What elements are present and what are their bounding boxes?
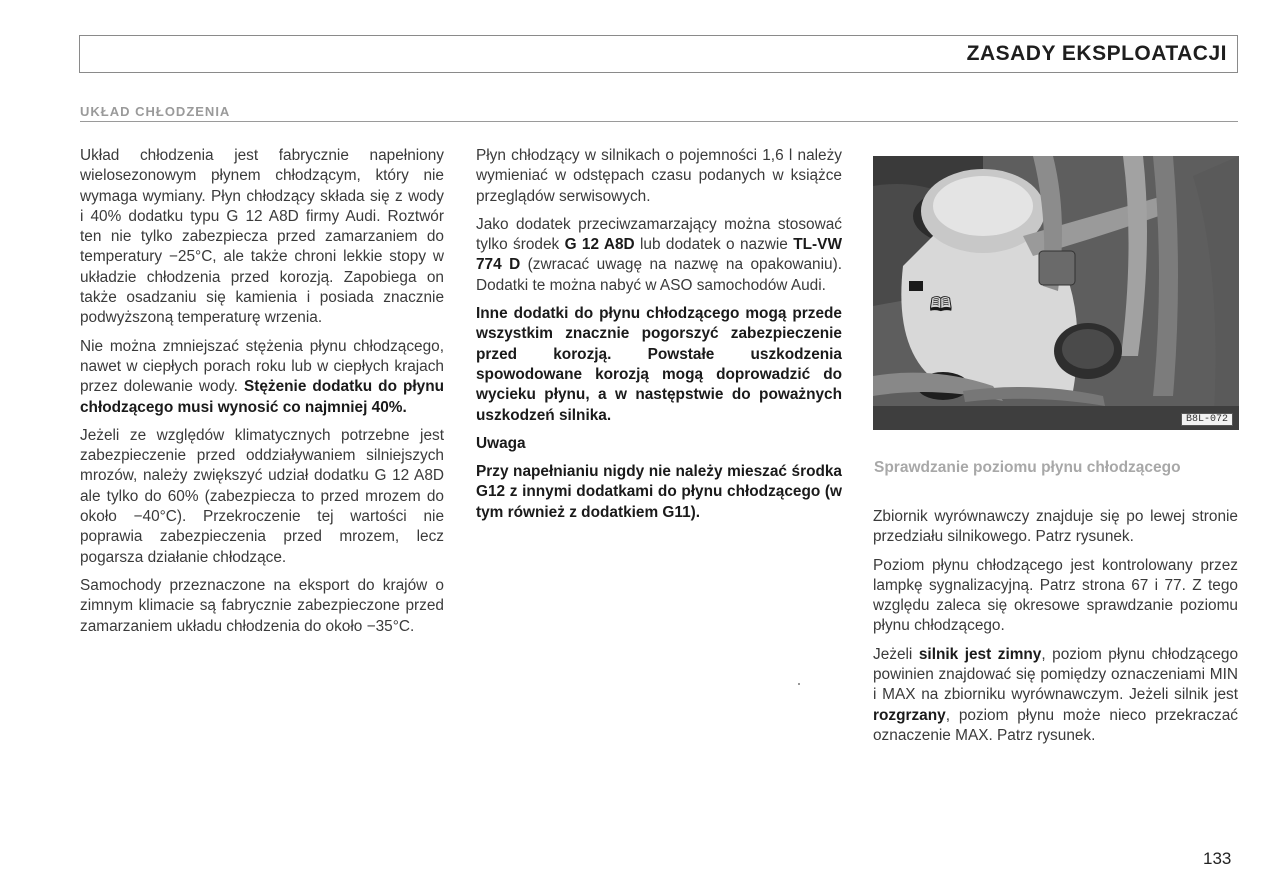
bold-text: TL-VW 774 D xyxy=(476,236,842,274)
text: Jako dodatek przeciwzamarzający można stosować tylko środek xyxy=(476,215,842,254)
print-dot xyxy=(798,683,800,685)
paragraph xyxy=(476,215,842,296)
paragraph: Układ chłodzenia jest fabrycznie napełniony wielosezonowym płynem chłodzącym, który nie wymaga wymiany. Płyn chłodzący składa się z wody i 40% dodatku typu G 12 A8D firmy Audi. Roztwór ten nie tylko zabezpiecza przed zamarzaniem do temperatury −25°C, ale także chroni lekkie stopy w układzie chłodzenia przed korozją. Zapobiega on także osadzaniu się kamienia i posiada znacznie podwyższoną temperaturę wrzenia. xyxy=(80,147,444,327)
paragraph xyxy=(80,337,444,418)
engine-bay-illustration xyxy=(873,156,1239,430)
bold-text: Stężenie dodatku do płynu chłodzącego musi wynosić co najmniej 40%. xyxy=(80,378,444,416)
warning-paragraph: Inne dodatki do płynu chłodzącego mogą przede wszystkim znacznie pogorszyć zabezpieczenie przed korozją. Powstałe uszkodzenia spowodowane korozją mogą doprowadzić do wycieku płynu, a w następstwie do poważnych uszkodzeń silnika. xyxy=(476,305,842,424)
column-1 xyxy=(80,146,444,645)
bold-text: rozgrzany xyxy=(873,706,946,724)
chapter-title: ZASADY EKSPLOATACJI xyxy=(966,42,1227,65)
text: Jeżeli xyxy=(873,645,919,663)
header-box xyxy=(79,35,1238,73)
text: Nie można zmniejszać stężenia płynu chłodzącego, nawet w ciepłych porach roku lub w ciepłych krajach przez dolewanie wody. xyxy=(80,337,444,396)
engine-bay-figure xyxy=(873,156,1239,430)
bold-text: silnik jest zimny xyxy=(918,645,1042,663)
text: , poziom płynu może nieco przekraczać oznaczenie MAX. Patrz rysunek. xyxy=(873,706,1238,744)
svg-text:🕮: 🕮 xyxy=(929,292,953,316)
section-title: UKŁAD CHŁODZENIA xyxy=(80,104,231,119)
paragraph: Płyn chłodzący w silnikach o pojemności 1,6 l należy wymieniać w odstępach czasu podanych w książce przeglądów serwisowych. xyxy=(476,147,842,205)
text: (zwracać uwagę na nazwę na opakowaniu). Dodatki te można nabyć w ASO samochodów Audi. xyxy=(476,256,842,294)
subheading: Sprawdzanie poziomu płynu chłodzącego xyxy=(874,459,1181,476)
paragraph: Samochody przeznaczone na eksport do krajów o zimnym klimacie są fabrycznie zabezpieczone przed zamarzaniem układu chłodzenia do około −35°C. xyxy=(80,576,444,635)
column-2 xyxy=(476,146,842,531)
page-number: 133 xyxy=(1203,849,1232,868)
paragraph: Poziom płynu chłodzącego jest kontrolowany przez lampkę sygnalizacyjną. Patrz strona 67 i 77. Z tego względu zaleca się okresowe sprawdzanie poziomu płynu chłodzącego. xyxy=(873,556,1238,635)
text: lub dodatek o nazwie xyxy=(634,236,794,254)
section-divider xyxy=(80,121,1238,122)
note-text: Przy napełnianiu nigdy nie należy mieszać środka G12 z innymi dodatkami do płynu chłodzącego (w tym również z dodatkiem G11). xyxy=(476,463,842,521)
column-3 xyxy=(873,507,1238,754)
paragraph: Zbiornik wyrównawczy znajduje się po lewej stronie przedziału silnikowego. Patrz rysunek. xyxy=(873,508,1238,546)
figure-label: B8L-072 xyxy=(1181,413,1233,426)
bold-text: G 12 A8D xyxy=(564,236,635,254)
text: , poziom płynu chłodzącego powinien znajdować się pomiędzy oznaczeniami MIN i MAX na zbiorniku wyrównawczym. Jeżeli silnik jest xyxy=(873,645,1239,704)
paragraph xyxy=(873,645,1238,746)
note-title: Uwaga xyxy=(476,434,526,452)
paragraph: Jeżeli ze względów klimatycznych potrzebne jest zabezpieczenie przed oddziaływaniem silniejszych mrozów, należy zwiększyć udział dodatku G 12 A8D ale tylko do 60% (zabezpiecza to przed mrozem do około −40°C). Przekroczenie tej wartości nie poprawia zabezpieczenia przed mrozem, lecz pogarsza działanie chłodzące. xyxy=(80,426,444,566)
